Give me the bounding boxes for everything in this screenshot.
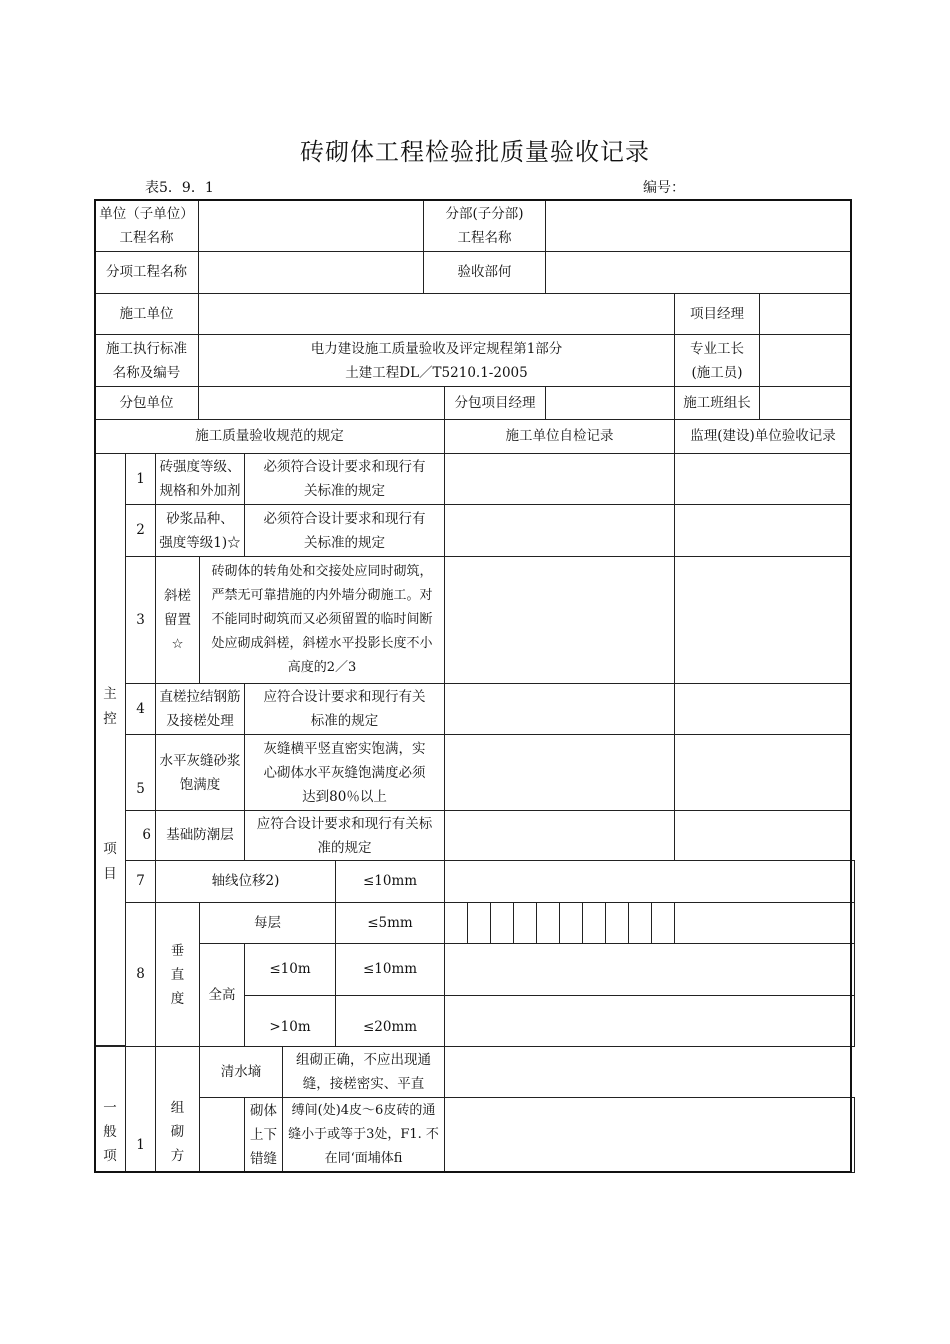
main-item-6-self-check[interactable]	[444, 810, 675, 861]
main-item-6-name: 基础防潮层	[155, 810, 245, 861]
main-item-5-no: 5	[125, 734, 156, 811]
measure-cell[interactable]	[467, 902, 491, 944]
measure-cell[interactable]	[582, 902, 606, 944]
per-floor-limit: ≤5mm	[335, 902, 445, 944]
main-item-1-name: 砖强度等级、 规格和外加剂	[155, 453, 245, 505]
height-range-2-limit: ≤20mm	[335, 995, 445, 1047]
subcontractor-value[interactable]	[198, 386, 445, 420]
stagger-req: 缚间(处)4皮～6皮砖的通 缝小于或等于3处，F1. 不 在同‘面埔体fi	[282, 1097, 445, 1173]
builder-value[interactable]	[198, 293, 675, 335]
sub-pm-value[interactable]	[545, 386, 675, 420]
measure-cell[interactable]	[605, 902, 629, 944]
main-group-label-top: 主 控	[103, 686, 117, 727]
main-item-2-no: 2	[125, 504, 156, 557]
main-item-8-name: 垂 直 度	[155, 902, 200, 1047]
main-item-4-req: 应符合设计要求和现行有关 标准的规定	[244, 683, 445, 735]
accept-part-value[interactable]	[545, 251, 852, 294]
main-group-label-bottom: 项 目	[103, 841, 117, 882]
height-range-2-records[interactable]	[444, 995, 855, 1047]
main-item-7-req: ≤10mm	[335, 860, 445, 903]
per-floor-supervision[interactable]	[674, 902, 855, 944]
main-item-6-req: 应符合设计要求和现行有关标 准的规定	[244, 810, 445, 861]
main-item-5-self-check[interactable]	[444, 734, 675, 811]
serial-number-label: 编号：	[643, 180, 685, 196]
spec-column-header: 施工质量验收规范的规定	[94, 419, 445, 454]
full-height-label: 全高	[199, 943, 245, 1047]
per-floor-label: 每层	[199, 902, 336, 944]
main-item-5-req: 灰缝横平竖直密实饱满，实 心砌体水平灰缝饱满度必须 达到80％以上	[244, 734, 445, 811]
general-item-1-name: 组 砌 方	[155, 1046, 200, 1173]
foreman-value[interactable]	[759, 334, 852, 387]
sub-pm-label: 分包项目经理	[444, 386, 546, 420]
general-group-label: 一 般 项	[94, 1046, 126, 1173]
team-leader-label: 施工班组长	[674, 386, 760, 420]
main-item-1-req: 必须符合设计要求和现行有 关标准的规定	[244, 453, 445, 505]
team-leader-value[interactable]	[759, 386, 852, 420]
foreman-label: 专业工长 (施工员)	[674, 334, 760, 387]
main-item-4-self-check[interactable]	[444, 683, 675, 735]
main-item-6-supervision[interactable]	[674, 810, 852, 861]
measure-cell[interactable]	[536, 902, 560, 944]
builder-label: 施工单位	[94, 293, 199, 335]
main-item-1-supervision[interactable]	[674, 453, 852, 505]
main-item-1-no: 1	[125, 453, 156, 505]
self-check-column-header: 施工单位自检记录	[444, 419, 675, 454]
measure-cell[interactable]	[628, 902, 652, 944]
main-item-7-no: 7	[125, 860, 156, 903]
main-item-6-no: 6	[125, 810, 156, 861]
unit-label: 单位（子单位） 工程名称	[94, 199, 199, 252]
height-range-1: ≤10m	[244, 943, 336, 996]
main-item-8-no: 8	[125, 902, 156, 1047]
clear-wall-label: 清水墒	[199, 1046, 283, 1098]
accept-part-label: 验收部何	[423, 251, 546, 294]
standard-label: 施工执行标准 名称及编号	[94, 334, 199, 387]
sub-part-value[interactable]	[545, 199, 852, 252]
main-item-2-req: 必须符合设计要求和现行有 关标准的规定	[244, 504, 445, 557]
height-range-2: >10m	[244, 995, 336, 1047]
document-title: 砖砌体工程检验批质量验收记录	[300, 138, 650, 166]
main-item-3-req: 砖砌体的转角处和交接处应同时砌筑， 严禁无可靠措施的内外墙分砌施工。对 不能同时砌筑而又必须留置的临时间断 处应砌成斜槎，斜槎水平投影长度不小 高度的2／3	[199, 556, 445, 684]
main-item-4-name: 直槎拉结钢筋 及接槎处理	[155, 683, 245, 735]
pm-label: 项目经理	[674, 293, 760, 335]
subcontractor-label: 分包单位	[94, 386, 199, 420]
main-item-4-no: 4	[125, 683, 156, 735]
main-item-7-name: 轴线位移2)	[155, 860, 336, 903]
main-item-2-self-check[interactable]	[444, 504, 675, 557]
table-number: 表5．9．1	[145, 180, 214, 196]
standard-value: 电力建设施工质量验收及评定规程第1部分 土建工程DL／T5210.1-2005	[198, 334, 675, 387]
main-item-2-supervision[interactable]	[674, 504, 852, 557]
item-name-value[interactable]	[198, 251, 424, 294]
measure-cell[interactable]	[444, 902, 468, 944]
main-item-5-name: 水平灰缝砂浆 饱满度	[155, 734, 245, 811]
main-item-7-records[interactable]	[444, 860, 855, 903]
main-item-4-supervision[interactable]	[674, 683, 852, 735]
clear-wall-req: 组砌正确，不应出现通 缝，接槎密实、平直	[282, 1046, 445, 1098]
general-item-1-no: 1	[125, 1046, 156, 1173]
height-range-1-records[interactable]	[444, 943, 855, 996]
main-item-2-name: 砂浆品种、 强度等级1)☆	[155, 504, 245, 557]
measure-cell[interactable]	[513, 902, 537, 944]
main-item-5-supervision[interactable]	[674, 734, 852, 811]
measure-cell[interactable]	[490, 902, 514, 944]
main-item-1-self-check[interactable]	[444, 453, 675, 505]
item-name-label: 分项工程名称	[94, 251, 199, 294]
height-range-1-limit: ≤10mm	[335, 943, 445, 996]
supervision-column-header: 监理(建设)单位验收记录	[674, 419, 852, 454]
stagger-label: 砌体 上下 错缝	[244, 1097, 283, 1173]
main-item-3-no: 3	[125, 556, 156, 684]
main-item-3-self-check[interactable]	[444, 556, 675, 684]
main-group-label	[94, 453, 126, 1046]
sub-part-label: 分部(子分部) 工程名称	[423, 199, 546, 252]
measure-cell[interactable]	[559, 902, 583, 944]
unit-value[interactable]	[198, 199, 424, 252]
pm-value[interactable]	[759, 293, 852, 335]
main-item-3-name: 斜槎 留置 ☆	[155, 556, 200, 684]
stagger-records[interactable]	[444, 1097, 855, 1173]
measure-cell[interactable]	[651, 902, 675, 944]
main-item-3-supervision[interactable]	[674, 556, 852, 684]
